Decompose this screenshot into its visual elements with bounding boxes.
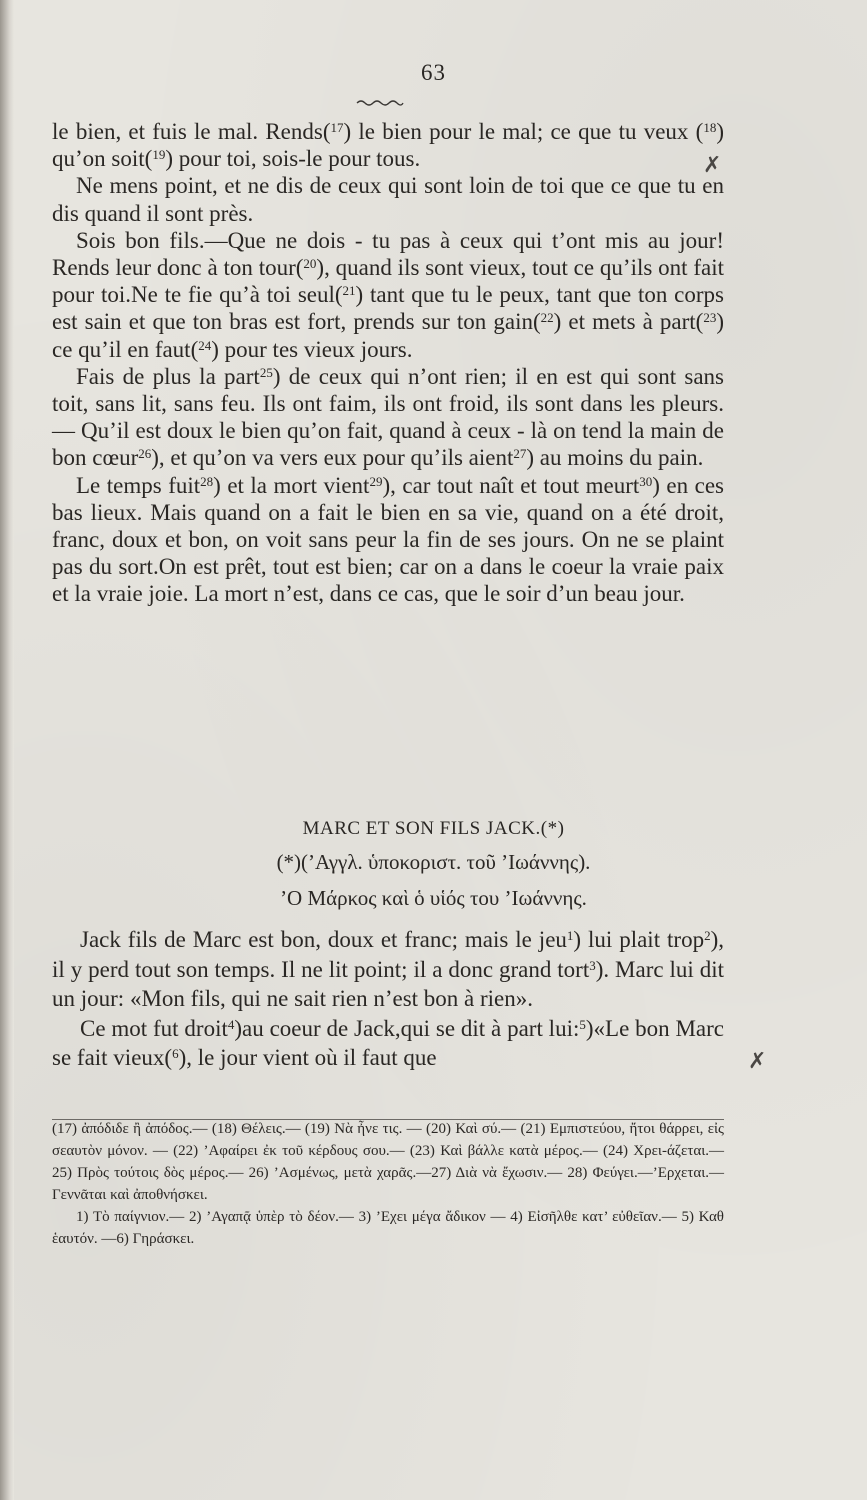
handwritten-mark: ✗: [748, 1048, 767, 1073]
footnote-ref: 24: [198, 337, 212, 353]
text-run: Fais de plus la part: [76, 363, 260, 389]
decorative-wave-ornament: [355, 98, 405, 108]
text-run: ) en ces bas lieux. Mais quand on a fait le bien en sa vie, quand on a été droit, franc, doux et bon, on voit sans peur la fin de ses jours. On ne se plaint pas du sort.On est prêt, tout est bien; car on a dans le coeur la vraie paix et la vraie joie. La mort n’est, dans ce cas, que le soir d’un beau jour.: [52, 472, 724, 607]
greek-subtitle-1: (*)(’Αγγλ. ὑποκοριστ. τοῦ ’Ιωάννης).: [276, 850, 591, 874]
text-run: ) le bien pour le mal; ce que tu veux (: [343, 119, 704, 144]
footnote-ref: 30: [639, 473, 653, 489]
text-run: ) et mets à part(: [553, 309, 704, 335]
text-run: ). Marc lui dit un jour: «Mon fils, qui ne sait rien n’est bon à rien».: [52, 956, 725, 1012]
text-run: Ne mens point, et ne dis de ceux qui sont loin de toi que ce que tu en dis quand il sont près.: [52, 173, 724, 226]
footnote-ref: 23: [703, 310, 717, 326]
footnote-ref: 28: [200, 473, 214, 489]
page-number: 63: [421, 60, 446, 85]
paragraph-p1: [52, 118, 724, 172]
footnote-ref: 25: [259, 364, 273, 380]
story-text: [52, 925, 724, 1073]
footnote-ref: 27: [513, 446, 527, 462]
footnote-ref: 3: [589, 957, 596, 973]
book-spine-shadow: [0, 0, 14, 1500]
footnote-ref: 4: [227, 1016, 235, 1032]
paragraph-p5: [52, 472, 724, 608]
footnote-ref: 1: [566, 928, 574, 943]
text-run: ) lui plait trop: [573, 927, 705, 952]
text-run: ), car tout naît et tout meurt: [382, 472, 640, 498]
text-run: ) de ceux qui n’ont rien; il en est qui sont sans toit, sans lit, sans feu. Ils ont faim, ils ont froid, ils sont dans les pleurs.— Qu’il est doux le bien qu’on fait, quand à ceux - là on tend la main de bon cœur: [52, 363, 724, 471]
greek-subtitle-2: ’Ο Μάρκος καὶ ὁ υἱός του ’Ιωάννης.: [280, 886, 587, 910]
footnote-block-2: 1) Τὸ παίγνιον.— 2) ’Αγαπᾷ ὑπὲρ τὸ δέον.— 3) ’Εχει μέγα ἄδικον — 4) Εἰσῆλθε κατ’ εὐθεῖαν.— 5) Καθ ἑαυτόν. —6) Γηράσκει.: [52, 1209, 724, 1247]
footnote-block-1: (17) ἀπόδιδε ἢ ἀπόδος.— (18) Θέλεις.— (19) Νὰ ἦνε τις. — (20) Καὶ σύ.— (21) Εμπιστεύου, ἤτοι θάρρει, εἰς σεαυτὸν μόνον. — (22) ’Αφαίρει ἐκ τοῦ κέρδους σου.— (23) Καὶ βάλλε κατὰ μέρος.— (24) Χρει-άζεται.— 25) Πρὸς τούτοις δὸς μέρος.— 26) ’Ασμένως, μετὰ χαρᾶς.—27) Διὰ νὰ ἔχωσιν.— 28) Φεύγει.—’Ερχεται.— Γεννᾶται καὶ ἀποθνήσκει.: [52, 1121, 724, 1203]
handwritten-mark: ✗: [703, 152, 722, 177]
footnote-ref: 18: [703, 120, 717, 135]
text-run: )au coeur de Jack,qui se dit à part lui:: [234, 1015, 580, 1041]
footnote-ref: 22: [540, 310, 554, 326]
paragraph-p2: [52, 172, 724, 226]
footnote-ref: 17: [330, 120, 344, 135]
text-run: Sois bon fils.—Que ne dois - tu pas à ceux qui t’ont mis au jour! Rends leur donc à ton tour(: [52, 227, 724, 281]
footnote-ref: 26: [138, 446, 152, 462]
main-text: [52, 118, 724, 608]
text-run: le bien, et fuis le mal. Rends(: [52, 119, 331, 144]
text-run: ) tant que tu le peux, tant que ton corps est sain et que ton bras est fort, prends sur ton gain(: [52, 282, 724, 335]
footnote-ref: 6: [172, 1046, 179, 1062]
text-run: ), et qu’on va vers eux pour qu’ils aient: [151, 445, 514, 471]
text-run: ) ce qu’il en faut(: [52, 309, 724, 362]
footnote-ref: 21: [342, 283, 356, 299]
text-run: ), le jour vient où il faut que: [178, 1045, 437, 1071]
footnote-ref: 2: [704, 928, 711, 943]
text-run: ) pour toi, sois-le pour tous.: [165, 146, 421, 172]
text-run: ) pour tes vieux jours.: [211, 336, 413, 362]
text-run: ) qu’on soit(: [52, 119, 724, 172]
text-run: ) au moins du pain.: [526, 445, 704, 471]
text-run: Ce mot fut droit: [80, 1015, 228, 1041]
footnote-ref: 29: [369, 473, 383, 489]
footnote-ref: 5: [579, 1016, 586, 1032]
text-run: )«Le bon Marc se fait vieux(: [52, 1015, 724, 1071]
section-title: MARC ET SON FILS JACK.(*): [302, 818, 565, 839]
story-paragraph-s2: [52, 1014, 724, 1073]
footnote-ref: 19: [152, 147, 166, 163]
story-paragraph-s1: [52, 925, 724, 1014]
text-run: ) et la mort vient: [213, 472, 370, 498]
footnotes: [52, 1118, 724, 1250]
text-run: ), il y perd tout son temps. Il ne lit point; il a donc grand tort: [52, 927, 724, 982]
footnote-ref: 20: [303, 256, 317, 272]
text-run: Le temps fuit: [76, 472, 201, 498]
paragraph-p3: [52, 227, 724, 363]
text-run: ), quand ils sont vieux, tout ce qu’ils ont fait pour toi.Ne te fie qu’à toi seul(: [52, 255, 724, 308]
paragraph-p4: [52, 363, 724, 472]
text-run: Jack fils de Marc est bon, doux et franc; mais le jeu: [80, 927, 567, 952]
